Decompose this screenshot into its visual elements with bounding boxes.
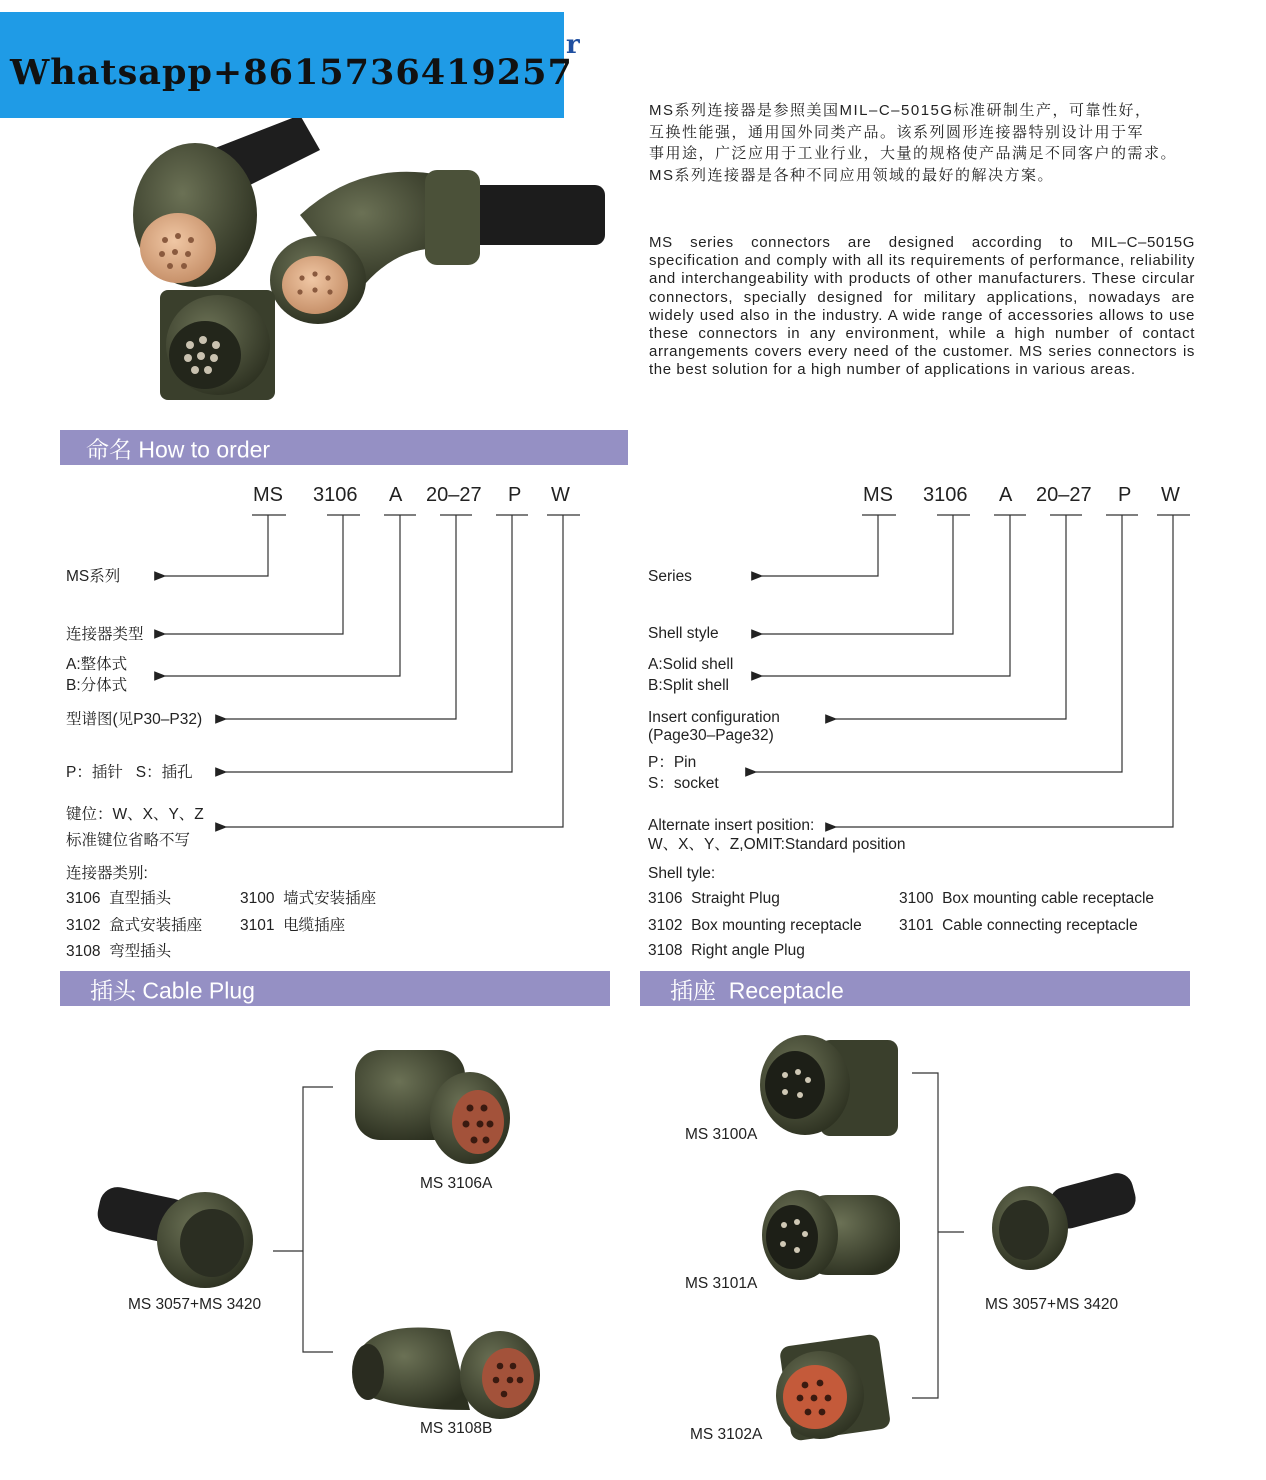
caption-ms3106a: MS 3106A (420, 1175, 493, 1192)
cn-class-3102: 3102 盒式安装插座 (66, 917, 203, 934)
en-legend-series: Series (648, 568, 692, 585)
cn-class-3108: 3108 弯型插头 (66, 943, 172, 960)
intro-chinese (649, 100, 1209, 186)
caption-ms3057-right: MS 3057+MS 3420 (985, 1296, 1119, 1313)
ms3101a-image (762, 1190, 900, 1280)
cn-legend-insert: 型谱图(见P30–P32) (66, 711, 203, 728)
en-legend-pin: P：Pin (648, 754, 697, 771)
intro-cn-line: MS系列连接器是各种不同应用领域的最好的解决方案。 (649, 166, 1055, 184)
clamp-left-image (94, 1184, 253, 1288)
cn-legend-shell-b: B:分体式 (66, 677, 128, 694)
cn-class-3106: 3106 直型插头 (66, 890, 172, 907)
en-legend-insert-pages: (Page30–Page32) (648, 727, 774, 744)
caption-ms3102a: MS 3102A (690, 1426, 763, 1443)
cn-legend-contact: P：插针 S：插孔 (66, 764, 193, 781)
caption-ms3057-left: MS 3057+MS 3420 (128, 1296, 262, 1313)
en-legend-shell-a: A:Solid shell (648, 656, 734, 673)
en-style-3102: 3102 Box mounting receptacle (648, 917, 862, 934)
receptacle-bar (640, 971, 1190, 1006)
code-key: W (1161, 484, 1180, 506)
cn-legend-key: 键位：W、X、Y、Z (66, 806, 204, 823)
how-to-order-title: 命名 How to order (86, 436, 271, 462)
code-ms: MS (253, 484, 283, 506)
hidden-title-fragment: r (566, 30, 580, 60)
caption-ms3100a: MS 3100A (685, 1126, 758, 1143)
en-legend-insert: Insert configuration (648, 709, 780, 726)
code-contact: P (508, 484, 522, 506)
en-style-3106: 3106 Straight Plug (648, 890, 780, 907)
cable-plug-title: 插头 Cable Plug (90, 977, 255, 1003)
code-key: W (551, 484, 570, 506)
cable-plug-bar (60, 971, 610, 1006)
intro-cn-line: 事用途，广泛应用于工业行业，大量的规格使产品满足不同客户的需求。 (649, 145, 1178, 162)
en-legend-style: Shell style (648, 625, 719, 642)
ms3106a-image (355, 1050, 510, 1164)
receptacle-title: 插座 Receptacle (670, 977, 844, 1003)
caption-ms3101a: MS 3101A (685, 1275, 758, 1292)
cn-class-3101: 3101 电缆插座 (240, 917, 346, 934)
clamp-right-image (992, 1170, 1139, 1270)
code-insert: 20–27 (426, 484, 482, 506)
en-legend-alt-values: W、X、Y、Z,OMIT:Standard position (648, 836, 906, 853)
en-style-title: Shell tyle: (648, 865, 716, 882)
code-contact: P (1118, 484, 1132, 506)
whatsapp-banner-text: Whatsapp+8615736419257 (10, 52, 573, 93)
intro-cn-line: MS系列连接器是参照美国MIL–C–5015G标准研制生产，可靠性好， (649, 102, 1152, 119)
ms3102a-image (776, 1333, 891, 1441)
ms3100a-image (760, 1035, 898, 1136)
code-insert: 20–27 (1036, 484, 1092, 506)
en-style-3108: 3108 Right angle Plug (648, 942, 805, 959)
intro-english: MS series connectors are designed according to MIL–C–5015G specification and comply with all its requirements of performance, reliability and interchangeability with products of other manufacturers. These circular connectors, specially designed for military applications, nowadays are widely used also in the industry. A wide range of accessories allows to use these connectors in any environment, while a high number of contact arrangements covers every need of the customer. MS series connectors is the best solution for a high number of applications in various areas. (649, 234, 1195, 379)
intro-cn-line: 互换性能强，通用国外同类产品。该系列圆形连接器特别设计用于军 (649, 123, 1145, 141)
en-style-3101: 3101 Cable connecting receptacle (899, 917, 1138, 934)
cn-class-3100: 3100 墙式安装插座 (240, 890, 377, 907)
caption-ms3108b: MS 3108B (420, 1420, 493, 1437)
cn-legend-series: MS系列 (66, 568, 121, 585)
cn-class-title: 连接器类别: (66, 865, 148, 882)
cn-legend-shell-a: A:整体式 (66, 656, 128, 673)
en-legend-socket: S：socket (648, 775, 719, 792)
cn-legend-type: 连接器类型 (66, 626, 144, 643)
code-shell-variant: A (999, 484, 1013, 506)
ms3108b-image (352, 1328, 540, 1420)
cn-legend-key-note: 标准键位省略不写 (66, 832, 191, 849)
code-ms: MS (863, 484, 893, 506)
en-style-3100: 3100 Box mounting cable receptacle (899, 890, 1155, 907)
code-shell-type: 3106 (923, 484, 968, 506)
en-legend-alt: Alternate insert position: (648, 817, 815, 834)
en-legend-shell-b: B:Split shell (648, 677, 729, 694)
code-shell-type: 3106 (313, 484, 358, 506)
whatsapp-banner (0, 12, 573, 118)
how-to-order-bar (60, 430, 628, 465)
code-shell-variant: A (389, 484, 403, 506)
